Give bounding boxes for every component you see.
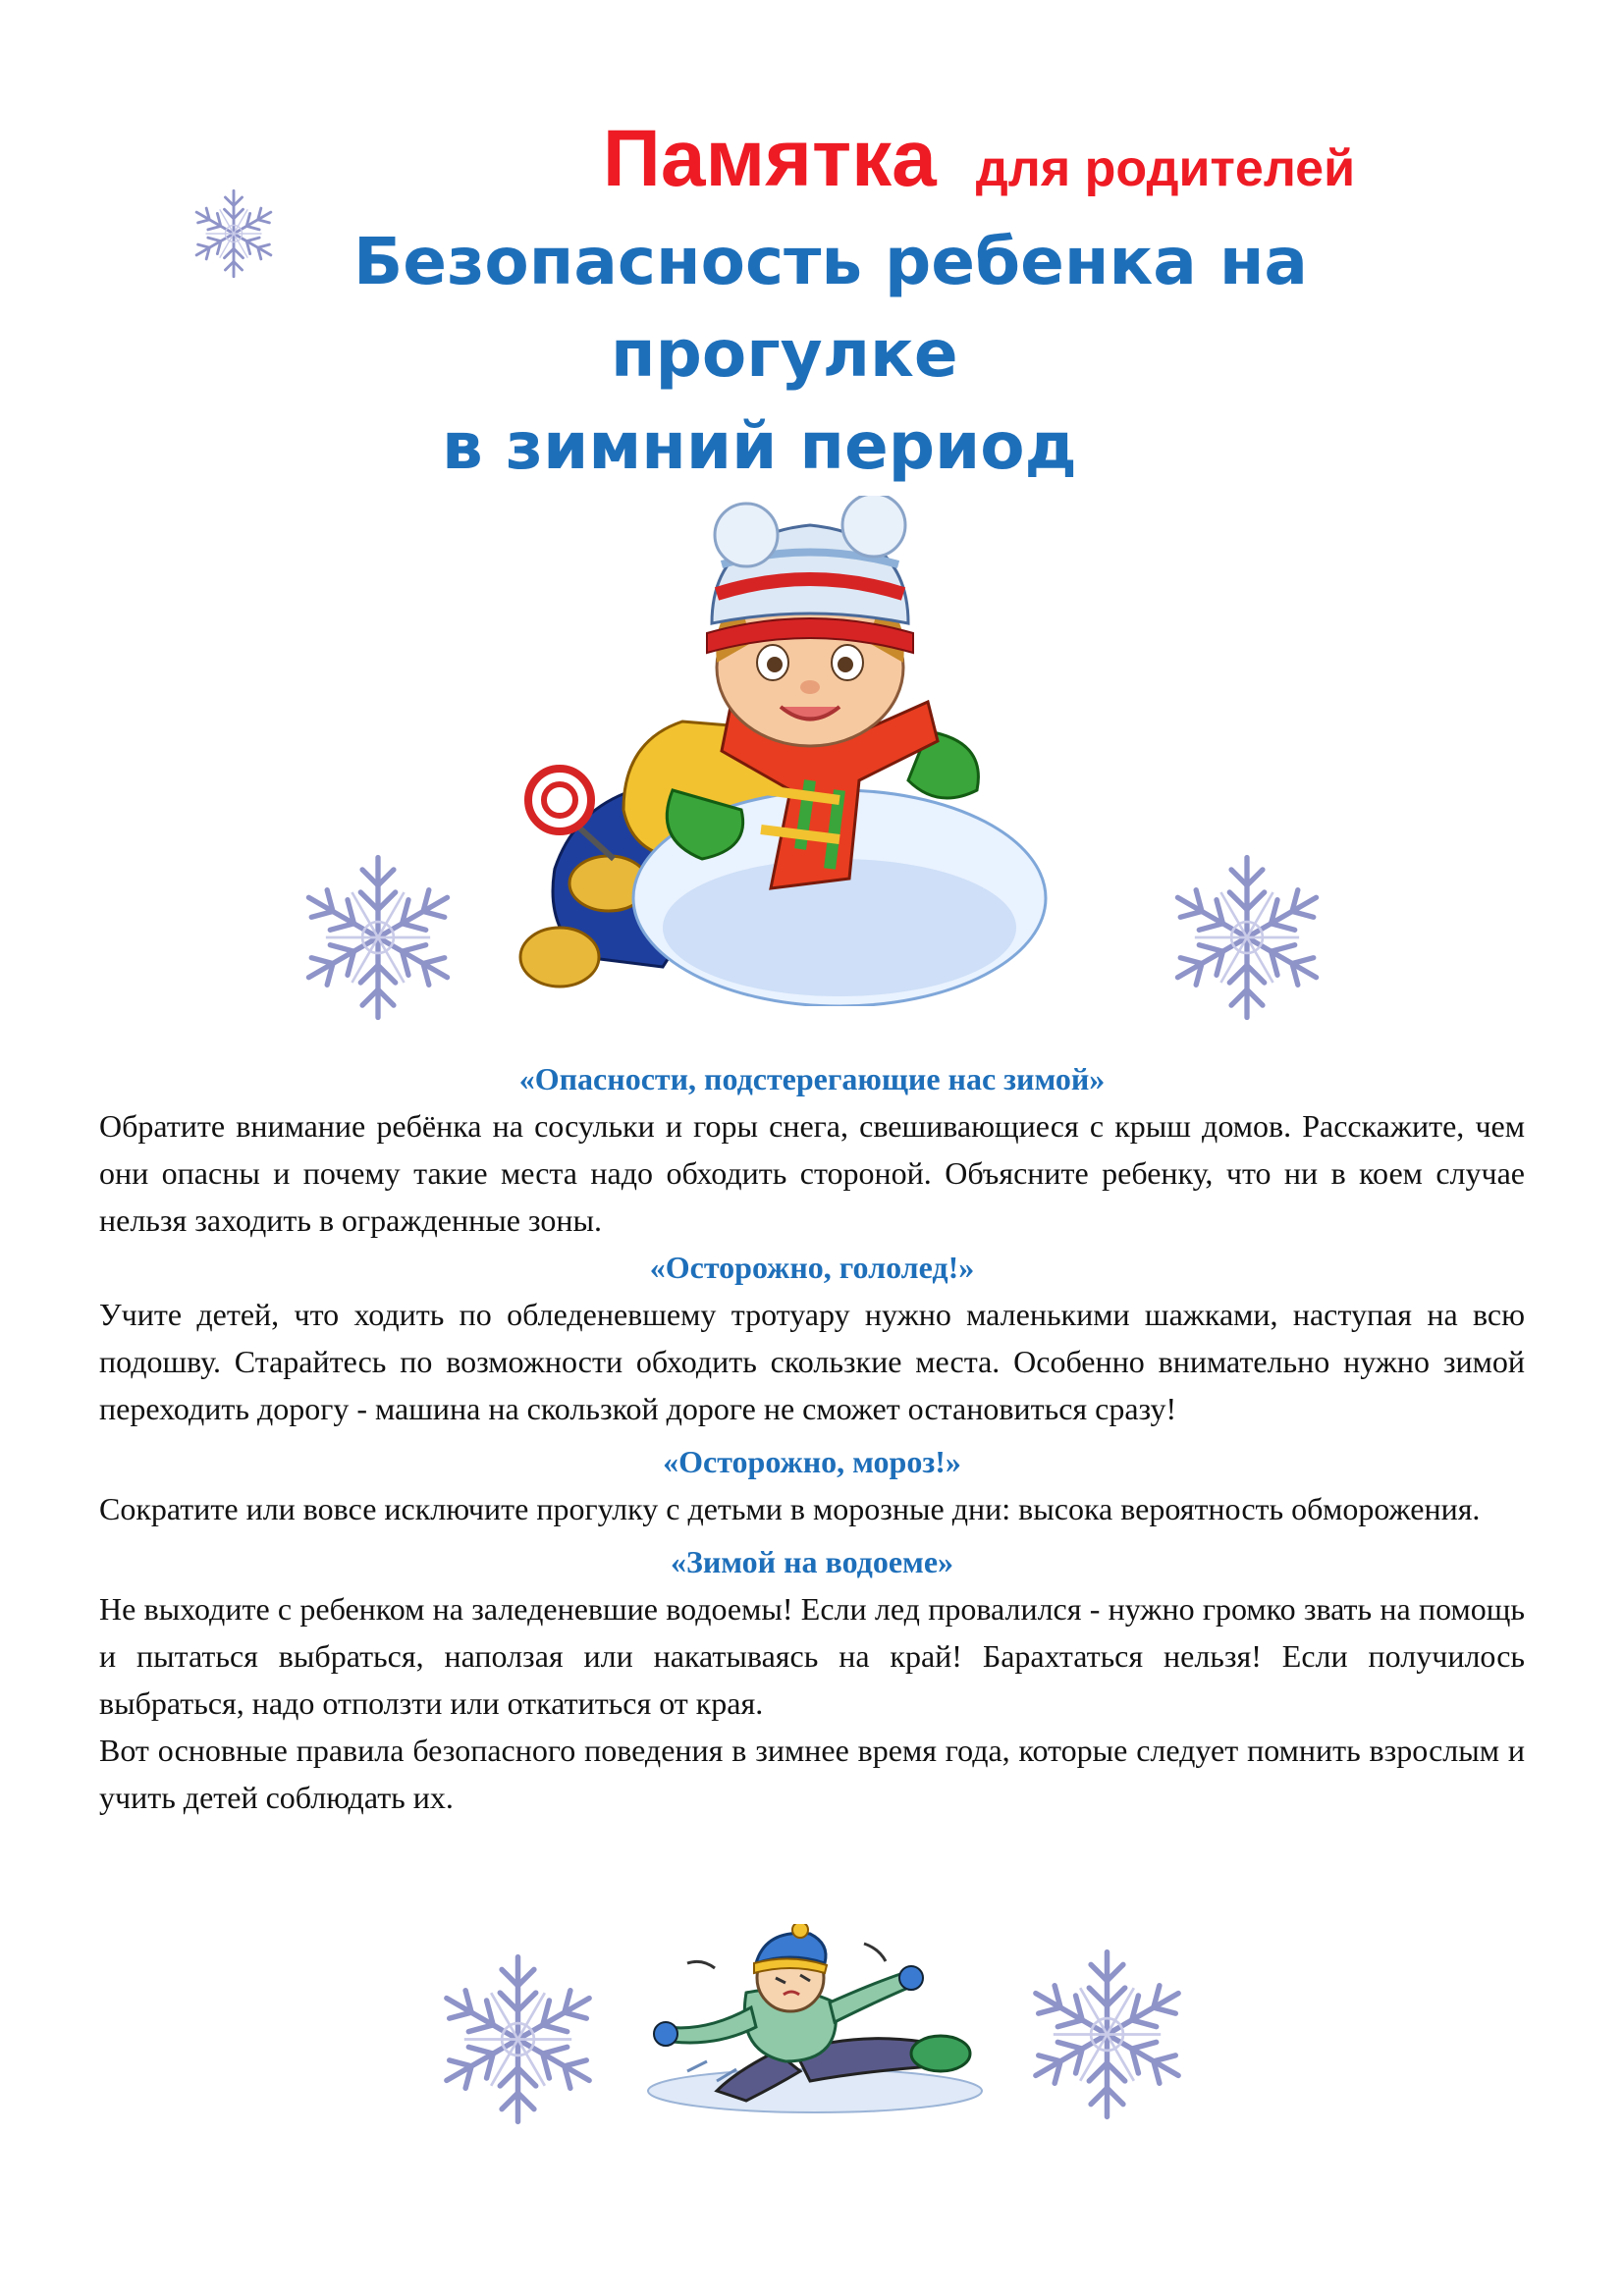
section-heading: «Осторожно, гололед!» (649, 1250, 975, 1285)
snowflake-icon (432, 1953, 604, 2125)
snowflake-icon (1164, 854, 1330, 1021)
section-heading: «Осторожно, мороз!» (663, 1444, 961, 1479)
headline-line-2: прогулке (611, 316, 958, 392)
snowflake-icon (295, 854, 461, 1021)
section-heading: «Зимой на водоеме» (670, 1544, 954, 1579)
child-slipping-on-ice-illustration (628, 1924, 1001, 2120)
headline-line-1: Безопасность ребенка на (353, 224, 1308, 299)
title-group (603, 113, 1355, 205)
section-heading: «Опасности, подстерегающие нас зимой» (518, 1061, 1106, 1096)
section-text: Сократите или вовсе исключите прогулку с детьми в морозные дни: высока вероятность обморожения. (99, 1491, 1481, 1526)
memo-subtitle: для родителей (975, 140, 1356, 197)
section-text: Не выходите с ребенком на заледеневшие водоемы! Если лед провалился - нужно громко звать на помощь и пытаться выбраться, наползая или накатываясь на край! Барахтаться нельзя! Если получилось выбраться, надо отползти или откатиться от края. (99, 1591, 1525, 1721)
snowflake-icon (187, 187, 281, 281)
child-with-snowball-illustration (515, 496, 1105, 1006)
section-text: Обратите внимание ребёнка на сосульки и горы снега, свешивающиеся с крыш домов. Расскажите, чем они опасны и почему такие места надо обходить стороной. Объясните ребенку, что ни в коем случае нельзя заходить в огражденные зоны. (99, 1108, 1525, 1238)
memo-title: Памятка (602, 114, 937, 203)
snowflake-icon (1021, 1949, 1193, 2120)
headline-line-3: в зимний период (442, 408, 1077, 484)
section-text: Учите детей, что ходить по обледеневшему тротуару нужно маленькими шажками, наступая на всю подошву. Старайтесь по возможности обходить скользкие места. Особенно внимательно нужно зимой переходить дорогу - машина на скользкой дороге не сможет остановиться сразу! (99, 1297, 1525, 1426)
memo-content (99, 1055, 1525, 1821)
closing-text: Вот основные правила безопасного поведения в зимнее время года, которые следует помнить взрослым и учить детей соблюдать их. (99, 1733, 1525, 1815)
